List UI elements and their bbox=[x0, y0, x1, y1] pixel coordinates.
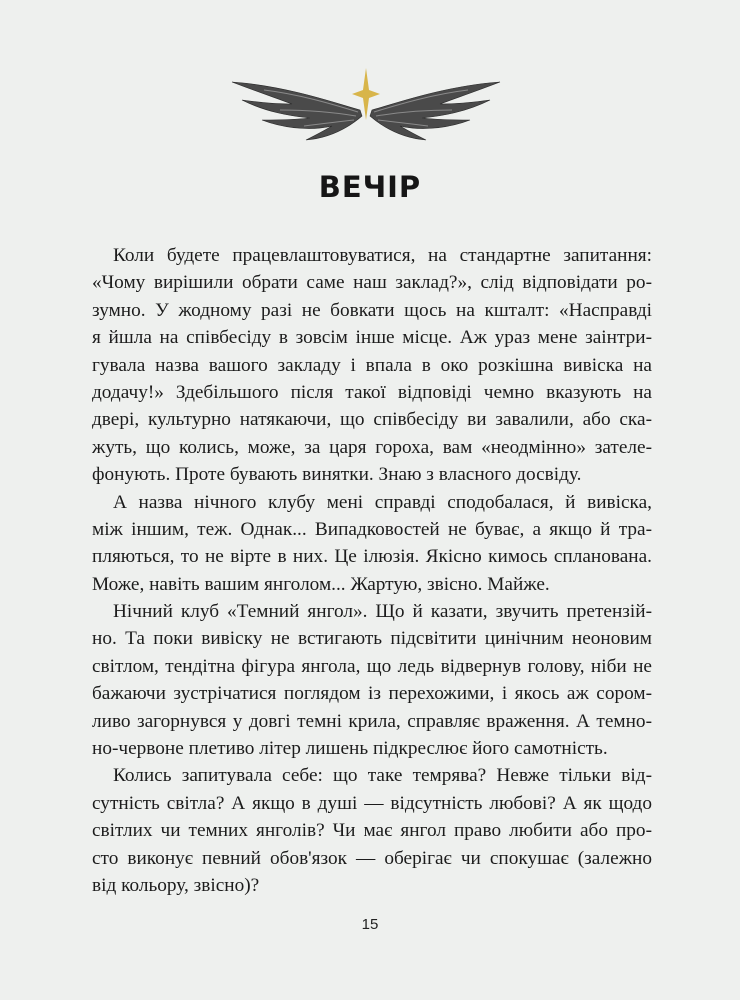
text-line: пляються, то не вірте в них. Це ілюзія. Якісно кимось спланована. bbox=[92, 546, 652, 568]
text-line: від кольору, звісно)? bbox=[92, 874, 260, 896]
text-line: додачу!» Здебільшого після такої відповіді чемно вказують на bbox=[92, 381, 652, 403]
winged-star-ornament-icon bbox=[228, 64, 504, 146]
right-wing-icon bbox=[370, 82, 500, 140]
chapter-title: ВЕЧІР bbox=[318, 170, 422, 204]
text-line: бажаючи зустрічатися поглядом із перехожими, і якось аж сором- bbox=[92, 683, 652, 705]
text-line: двері, культурно натякаючи, що співбесіду ви завалили, або ска- bbox=[92, 409, 652, 431]
text-line: Коли будете працевлаштовуватися, на стандартне запитання: bbox=[113, 245, 652, 266]
text-line: «Чому вирішили обрати саме наш заклад?», слід відповідати ро- bbox=[92, 272, 652, 294]
left-wing-icon bbox=[232, 82, 362, 140]
text-line: гувала назва вашого закладу і впала в око розкішна вивіска на bbox=[92, 354, 652, 376]
text-line: Колись запитувала себе: що таке темрява? Невже тільки від- bbox=[113, 765, 652, 787]
text-line: но. Та поки вивіску не встигають підсвітити цинічним неоновим bbox=[92, 628, 652, 650]
text-line: між іншим, теж. Однак... Випадковостей не буває, а якщо й тра- bbox=[92, 518, 652, 540]
text-line: світлом, тендітна фігура янгола, що ледь відвернув голову, ніби не bbox=[92, 655, 652, 677]
page-number: 15 bbox=[361, 916, 379, 933]
body-text bbox=[92, 242, 652, 899]
text-line: А назва нічного клубу мені справді сподобалася, й вивіска, bbox=[113, 491, 652, 513]
text-line: сутність світла? А якщо в душі — відсутність любові? А як щодо bbox=[92, 792, 652, 814]
text-line: сто виконує певний обов'язок — оберігає чи спокушає (залежно bbox=[92, 847, 652, 869]
text-line: но-червоне плетиво літер лишень підкреслює його самотність. bbox=[92, 738, 608, 760]
text-line: фонують. Проте бувають винятки. Знаю з власного досвіду. bbox=[92, 464, 582, 486]
text-line: Нічний клуб «Темний янгол». Що й казати, звучить претензій- bbox=[113, 601, 652, 623]
text-line: світлих чи темних янголів? Чи має янгол право любити або про- bbox=[92, 820, 652, 842]
text-line: Може, навіть вашим янголом... Жартую, звісно. Майже. bbox=[92, 573, 550, 595]
text-line: зумно. У жодному разі не бовкати щось на кшталт: «Насправді bbox=[92, 299, 652, 321]
text-line: ливо загорнувся у довгі темні крила, справляє враження. А темно- bbox=[92, 710, 652, 732]
text-line: жуть, що колись, може, за царя гороха, вам «неодмінно» зателе- bbox=[92, 436, 652, 458]
text-line: я йшла на співбесіду в зовсім інше місце. Аж ураз мене заінтри- bbox=[92, 327, 652, 349]
